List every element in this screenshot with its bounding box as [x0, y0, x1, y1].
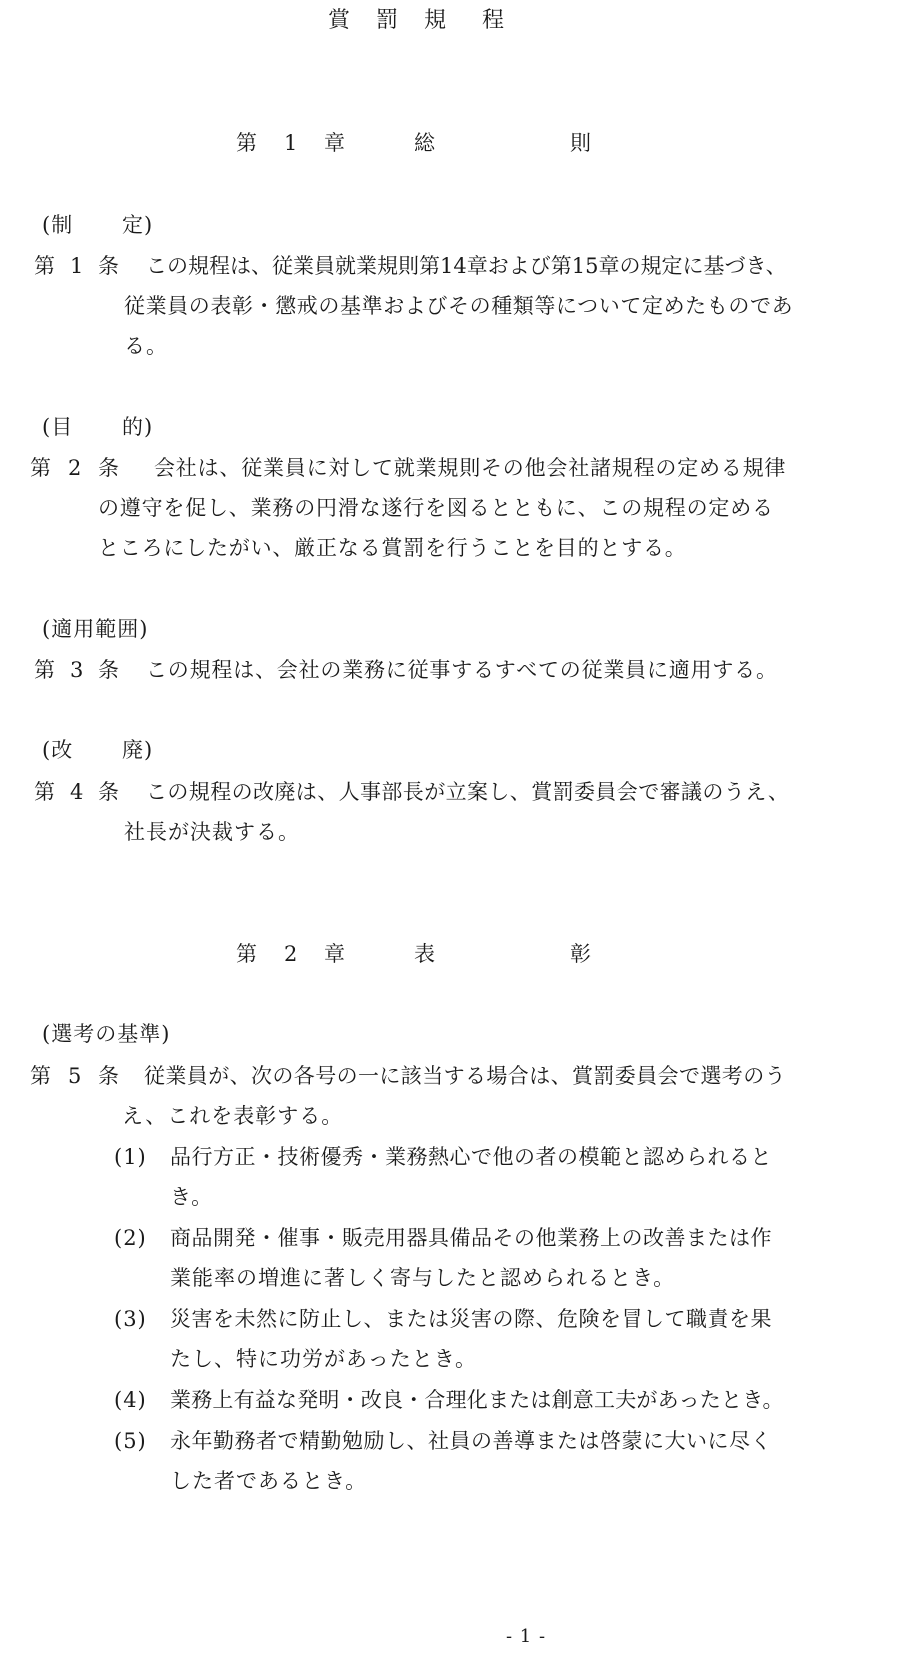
article-text: この規程は、会社の業務に従事するすべての従業員に適用する。 [146, 658, 778, 682]
article-caption: (選考の基準) [42, 1022, 171, 1046]
doc-title-char: 罰 [376, 8, 399, 33]
article-label: 条 [98, 456, 120, 480]
list-item-text: 品行方正・技術優秀・業務熱心で他の者の模範と認められると [170, 1145, 772, 1169]
article-label: 条 [98, 780, 120, 804]
article-caption: (目 [42, 415, 74, 439]
article-label: 第 [34, 780, 56, 804]
list-item-number: (3) [114, 1307, 147, 1331]
article-text: 会社は、従業員に対して就業規則その他会社諸規程の定める規律 [154, 456, 787, 480]
chapter2-heading: 第 [236, 942, 258, 966]
article-text: の遵守を促し、業務の円滑な遂行を図るとともに、この規程の定める [98, 496, 774, 520]
list-item-text: き。 [170, 1185, 214, 1209]
list-item-text: たし、特に功労があったとき。 [170, 1347, 477, 1371]
article-text: え、これを表彰する。 [122, 1104, 344, 1128]
list-item-text: 商品開発・催事・販売用器具備品その他業務上の改善または作 [170, 1226, 772, 1250]
article-caption: (制 [42, 213, 74, 237]
article-caption: (適用範囲) [42, 617, 149, 641]
list-item-number: (1) [114, 1145, 147, 1169]
chapter1-heading: 1 [284, 131, 299, 155]
article-text: この規程の改廃は、人事部長が立案し、賞罰委員会で審議のうえ、 [146, 780, 790, 804]
article-label: 第 [34, 254, 56, 278]
article-label: 3 [70, 658, 85, 682]
article-text: る。 [124, 334, 168, 358]
article-caption: 的) [122, 415, 154, 439]
article-label: 第 [30, 456, 52, 480]
article-label: 5 [68, 1064, 83, 1088]
article-text: 従業員が、次の各号の一に該当する場合は、賞罰委員会で選考のう [144, 1064, 786, 1088]
chapter2-heading: 彰 [570, 942, 592, 966]
chapter2-heading: 章 [324, 942, 346, 966]
article-label: 条 [98, 254, 120, 278]
doc-title-char: 規 [424, 8, 447, 33]
article-label: 条 [98, 1064, 120, 1088]
article-text: ところにしたがい、厳正なる賞罰を行うことを目的とする。 [98, 536, 687, 560]
page-number: - 1 - [506, 1626, 547, 1647]
article-label: 1 [70, 254, 85, 278]
chapter2-heading: 表 [414, 942, 436, 966]
chapter1-heading: 則 [570, 131, 592, 155]
list-item-number: (4) [114, 1388, 147, 1412]
list-item-text: 業能率の増進に著しく寄与したと認められるとき。 [170, 1266, 676, 1290]
chapter1-heading: 章 [324, 131, 346, 155]
list-item-number: (5) [114, 1429, 147, 1453]
article-text: 社長が決裁する。 [124, 820, 300, 844]
chapter2-heading: 2 [284, 942, 299, 966]
doc-title-char: 賞 [328, 8, 351, 33]
article-text: 従業員の表彰・懲戒の基準およびその種類等について定めたものであ [124, 294, 794, 318]
article-label: 2 [68, 456, 83, 480]
article-label: 条 [98, 658, 120, 682]
article-caption: 定) [122, 213, 154, 237]
list-item-text: 永年勤務者で精勤勉励し、社員の善導または啓蒙に大いに尽く [170, 1429, 772, 1453]
doc-title-char: 程 [482, 8, 505, 33]
list-item-text: 業務上有益な発明・改良・合理化または創意工夫があったとき。 [170, 1388, 784, 1412]
article-text: この規程は、従業員就業規則第14章および第15章の規定に基づき、 [146, 254, 787, 278]
article-label: 4 [70, 780, 85, 804]
article-label: 第 [30, 1064, 52, 1088]
chapter1-heading: 第 [236, 131, 258, 155]
article-label: 第 [34, 658, 56, 682]
list-item-number: (2) [114, 1226, 147, 1250]
article-caption: 廃) [122, 738, 154, 762]
chapter1-heading: 総 [414, 131, 436, 155]
list-item-text: 災害を未然に防止し、または災害の際、危険を冒して職責を果 [170, 1307, 772, 1331]
article-caption: (改 [42, 738, 74, 762]
list-item-text: した者であるとき。 [170, 1469, 368, 1493]
